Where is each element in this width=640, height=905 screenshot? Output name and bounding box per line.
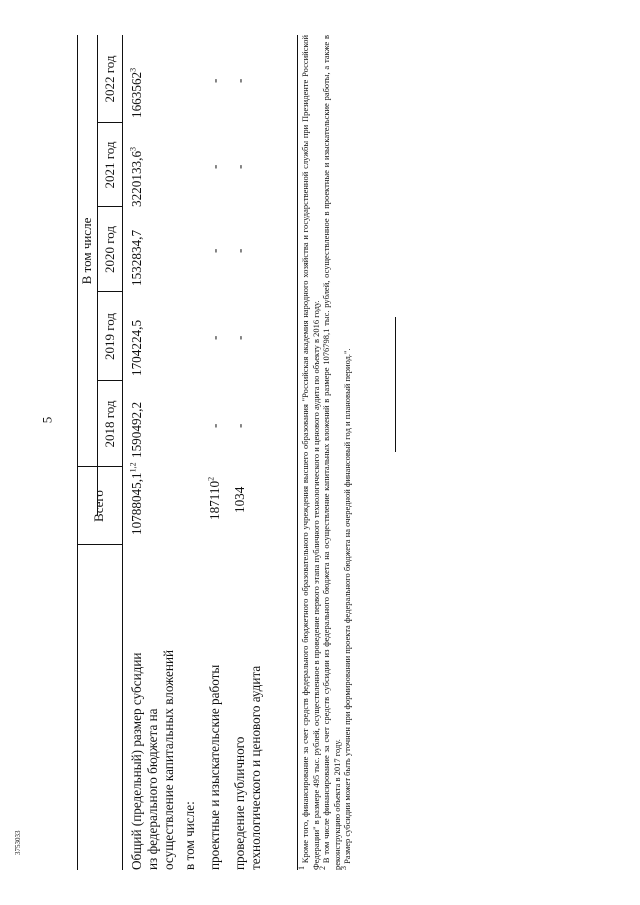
header-year-2021: 2021 год bbox=[102, 141, 117, 189]
page-number: 5 bbox=[39, 416, 55, 424]
row-label-public-audit bbox=[232, 550, 264, 870]
table-top-rule bbox=[77, 35, 78, 870]
value-2018: 1590492,2 bbox=[129, 401, 144, 458]
row-label-including: в том числе: bbox=[182, 801, 197, 870]
value-text: 1663562 bbox=[129, 71, 144, 118]
label-line: проведение публичного bbox=[232, 736, 247, 870]
document-code: 3753033 bbox=[14, 830, 22, 855]
dash-2020: - bbox=[232, 248, 247, 253]
row-label-project-works: проектные и изыскательские работы bbox=[207, 664, 222, 870]
value-2020: 1532834,7 bbox=[129, 229, 144, 286]
dash-2022: - bbox=[207, 78, 222, 83]
label-line: из федерального бюджета на bbox=[145, 708, 160, 870]
header-year-2019: 2019 год bbox=[102, 313, 117, 360]
project-works-total bbox=[207, 477, 223, 520]
footnote-2 bbox=[318, 35, 342, 870]
dash-2018: - bbox=[232, 423, 247, 428]
label-line: технологического и ценового аудита bbox=[248, 665, 263, 870]
footnote-ref: 3 bbox=[128, 67, 138, 72]
footnote-text: Кроме того, финансирование за счет средств федерального бюджетного образовательного учреждения высшего образования "Российская академия народного хозяйства и государственной службы при Президенте Российской Федерации" в размере 495 тыс. рублей, осуществленное в проведение первого этапа публичного технологического и ценового аудита по объекту в 2016 году. bbox=[300, 35, 321, 870]
value-2019: 1704224,5 bbox=[129, 319, 144, 376]
value-text: 10788045,1 bbox=[129, 472, 144, 535]
footnote-mark: 3 bbox=[339, 866, 349, 870]
footnote-text: В том числе финансирование за счет средств субсидии из федерального бюджета на осуществление капитальных вложений в размере 1076798,1 тыс. рублей, осуществленное в проектные и изыскательские работы, а также в реконструкцию объекта в 2017 году. bbox=[321, 35, 342, 870]
dash-2018: - bbox=[207, 423, 222, 428]
dash-2020: - bbox=[207, 248, 222, 253]
dash-2019: - bbox=[207, 335, 222, 340]
header-year-2018: 2018 год bbox=[102, 400, 117, 448]
value-text: 3220133,6 bbox=[129, 150, 144, 207]
footnote-ref: 3 bbox=[128, 146, 138, 151]
label-line: осуществление капитальных вложений bbox=[161, 649, 176, 870]
value-2021 bbox=[129, 147, 145, 207]
rotated-content bbox=[65, 35, 605, 870]
header-group: В том числе bbox=[79, 217, 94, 285]
public-audit-total: 1034 bbox=[232, 486, 247, 513]
footnote-mark: 2 bbox=[318, 866, 328, 870]
footnote-ref: 1,2 bbox=[128, 462, 138, 473]
header-year-2020: 2020 год bbox=[102, 226, 117, 273]
dash-2021: - bbox=[232, 164, 247, 169]
dash-2022: - bbox=[232, 78, 247, 83]
group-header-rule bbox=[97, 35, 98, 515]
footnote-mark: 1 bbox=[297, 866, 307, 870]
label-line: Общий (предельный) размер субсидии bbox=[129, 652, 144, 870]
header-total: Всего bbox=[91, 490, 106, 522]
value-text: 187110 bbox=[207, 480, 222, 520]
header-bottom-rule bbox=[122, 35, 123, 870]
end-rule bbox=[395, 317, 396, 452]
footnote-1 bbox=[297, 35, 321, 870]
row-label-total-subsidy bbox=[129, 550, 177, 870]
subsidy-table bbox=[77, 35, 313, 870]
footnote-separator bbox=[297, 715, 298, 870]
value-2022 bbox=[129, 68, 145, 118]
total-subsidy-value bbox=[129, 462, 145, 535]
footnote-3 bbox=[339, 35, 353, 870]
header-year-2022: 2022 год bbox=[102, 55, 117, 103]
footnote-ref: 2 bbox=[206, 476, 216, 481]
footnote-text: Размер субсидии может быть уточнен при формировании проекта федерального бюджета на очередной финансовый год и плановый период.". bbox=[342, 348, 353, 864]
dash-2019: - bbox=[232, 335, 247, 340]
footnotes bbox=[297, 35, 353, 870]
dash-2021: - bbox=[207, 164, 222, 169]
